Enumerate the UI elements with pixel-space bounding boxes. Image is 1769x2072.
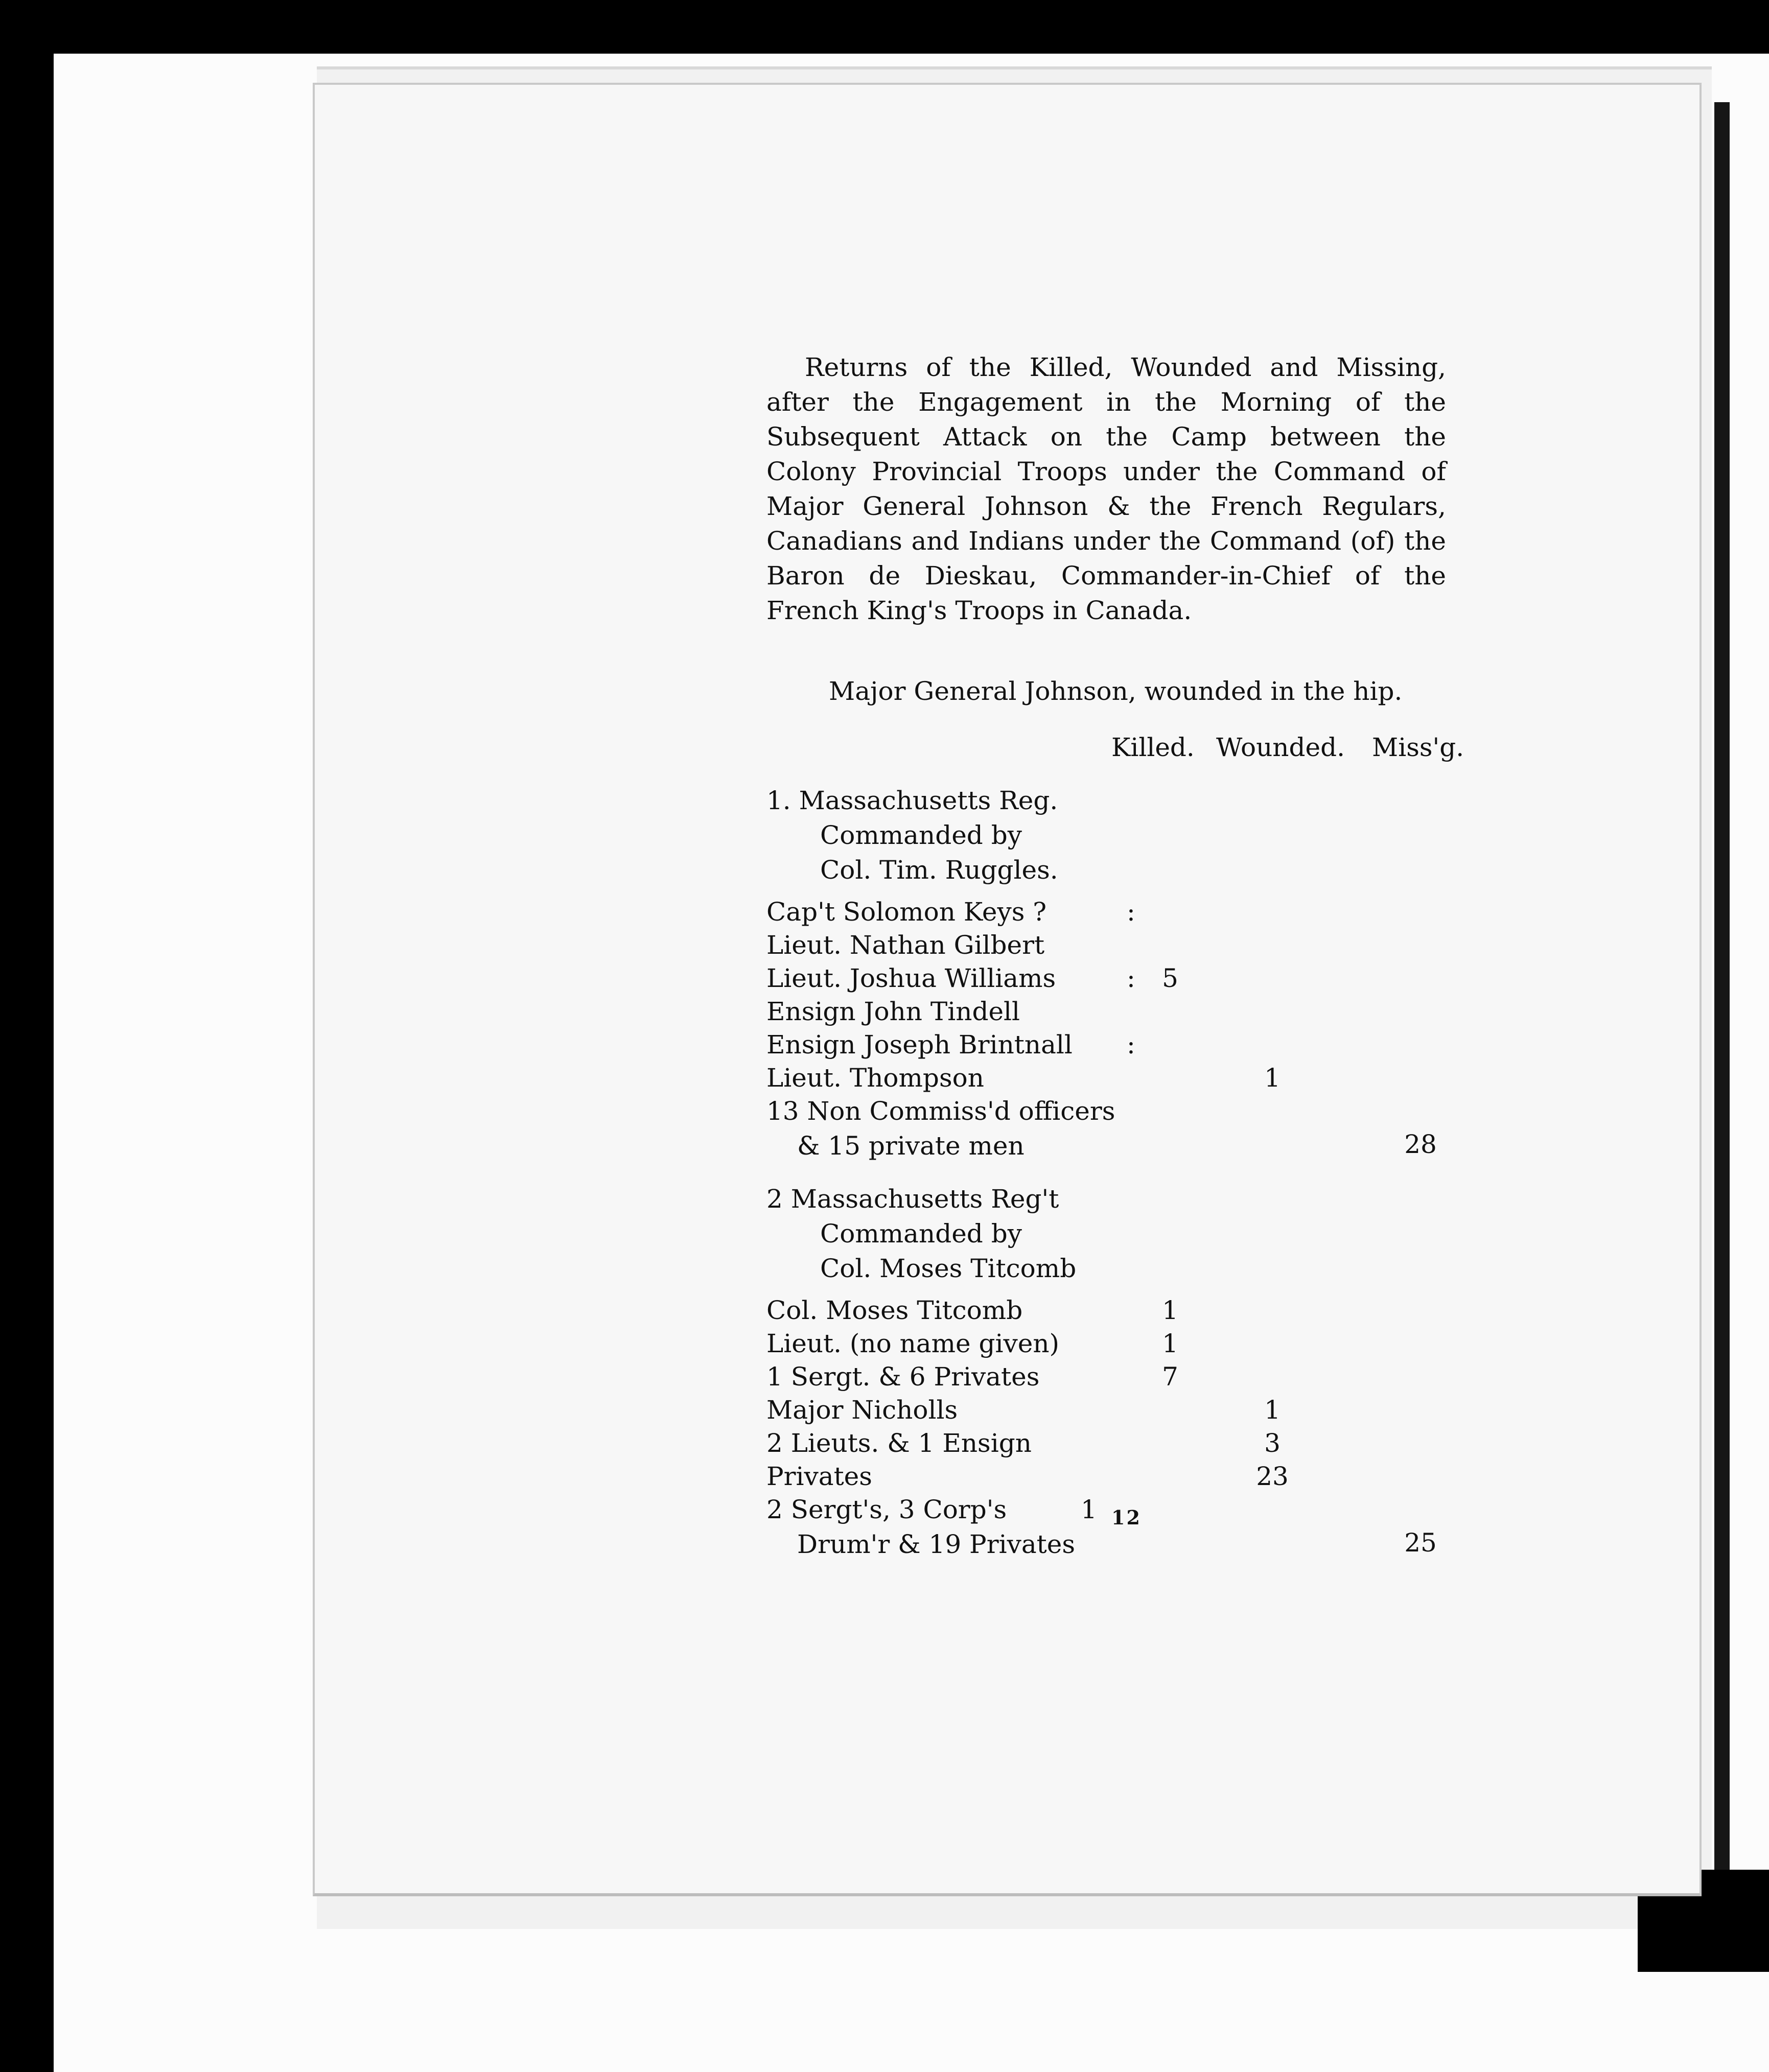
casualty-row bbox=[766, 1293, 1446, 1326]
regiment-commander: Col. Tim. Ruggles. bbox=[820, 855, 1058, 885]
casualty-name bbox=[766, 1094, 1124, 1163]
casualty-name: Lieut. (no name given) bbox=[766, 1329, 1060, 1358]
regiment-heading bbox=[766, 1182, 1446, 1286]
killed-count: 7 bbox=[1162, 1362, 1178, 1392]
column-header-missing: Miss'g. bbox=[1372, 733, 1464, 762]
margin-count: 1 bbox=[1081, 1495, 1097, 1524]
casualty-list bbox=[766, 1293, 1446, 1562]
regiment-command-line: Commanded by bbox=[820, 1219, 1022, 1249]
regiment-commander: Col. Moses Titcomb bbox=[820, 1254, 1077, 1283]
scan-border-left bbox=[0, 0, 54, 2072]
regiment-name: 1. Massachusetts Reg. bbox=[766, 786, 1058, 815]
regiment-heading bbox=[766, 783, 1446, 887]
scan-border-top bbox=[0, 0, 1769, 54]
killed-count: 1 bbox=[1162, 1296, 1178, 1325]
document-content bbox=[766, 350, 1464, 1562]
column-header-killed: Killed. bbox=[1111, 733, 1195, 762]
ditto-marker: : bbox=[1127, 963, 1135, 993]
casualty-row bbox=[766, 1426, 1446, 1459]
casualty-row bbox=[766, 961, 1446, 994]
casualty-name: Ensign John Tindell bbox=[766, 997, 1020, 1026]
ditto-marker: : bbox=[1127, 897, 1135, 927]
casualty-name: Privates bbox=[766, 1462, 872, 1491]
wounded-count: 1 bbox=[1264, 1395, 1281, 1425]
casualty-name: Major Nicholls bbox=[766, 1395, 958, 1425]
regiment-command-line: Commanded by bbox=[820, 820, 1022, 850]
column-headers bbox=[766, 730, 1464, 765]
injury-note: Major General Johnson, wounded in the hip. bbox=[829, 676, 1403, 706]
casualty-row bbox=[766, 1359, 1446, 1393]
casualty-row bbox=[766, 894, 1446, 928]
casualty-row bbox=[766, 1459, 1446, 1492]
ditto-marker: : bbox=[1127, 1030, 1135, 1059]
casualty-row bbox=[766, 1393, 1446, 1426]
casualty-row bbox=[766, 928, 1446, 961]
casualty-row bbox=[766, 1326, 1446, 1359]
casualty-list bbox=[766, 894, 1446, 1163]
regiment-name: 2 Massachusetts Reg't bbox=[766, 1184, 1059, 1214]
wounded-count: 23 bbox=[1256, 1462, 1289, 1491]
wounded-count: 1 bbox=[1264, 1063, 1281, 1093]
casualty-name: Ensign Joseph Brintnall bbox=[766, 1030, 1073, 1059]
casualty-name: Lieut. Nathan Gilbert bbox=[766, 930, 1045, 960]
casualty-name: 2 Lieuts. & 1 Ensign bbox=[766, 1428, 1032, 1458]
casualty-name: Lieut. Thompson bbox=[766, 1063, 984, 1093]
casualty-row bbox=[766, 994, 1446, 1027]
missing-count: 25 bbox=[1404, 1528, 1437, 1558]
casualty-row bbox=[766, 1061, 1446, 1094]
regiment-section-1 bbox=[766, 783, 1446, 1163]
casualty-row bbox=[766, 1094, 1446, 1163]
wounded-count: 3 bbox=[1264, 1428, 1281, 1458]
casualty-row bbox=[766, 1492, 1446, 1562]
casualty-name: 1 Sergt. & 6 Privates bbox=[766, 1362, 1040, 1392]
casualty-name-line-2: & 15 private men bbox=[797, 1131, 1025, 1161]
killed-count: 5 bbox=[1162, 963, 1178, 993]
column-header-wounded: Wounded. bbox=[1216, 733, 1345, 762]
casualty-name: Cap't Solomon Keys ? bbox=[766, 897, 1047, 927]
casualty-name-line-1: 2 Sergt's, 3 Corp's bbox=[766, 1495, 1007, 1524]
page-edge-shadow bbox=[1714, 102, 1730, 1890]
casualty-name: Lieut. Joshua Williams bbox=[766, 963, 1056, 993]
page-number: 12 bbox=[1111, 1506, 1142, 1529]
casualty-row bbox=[766, 1027, 1446, 1061]
casualty-name-line-2: Drum'r & 19 Privates bbox=[797, 1529, 1075, 1559]
document-title-paragraph: Returns of the Killed, Wounded and Missing, after the Engagement in the Morning of the Subsequent Attack on the Camp between the Colony Provincial Troops under the Command of Major General Johnson & the French Regulars, Canadians and Indians under the Command (of) the Baron de Dieskau, Commander-in-Chief of the French King's Troops in Canada. bbox=[766, 352, 1446, 625]
regiment-section-2 bbox=[766, 1182, 1446, 1562]
killed-count: 1 bbox=[1162, 1329, 1178, 1358]
casualty-name-line-1: 13 Non Commiss'd officers bbox=[766, 1096, 1115, 1126]
casualty-name bbox=[766, 1492, 1124, 1562]
missing-count: 28 bbox=[1404, 1129, 1437, 1159]
casualty-name: Col. Moses Titcomb bbox=[766, 1296, 1023, 1325]
